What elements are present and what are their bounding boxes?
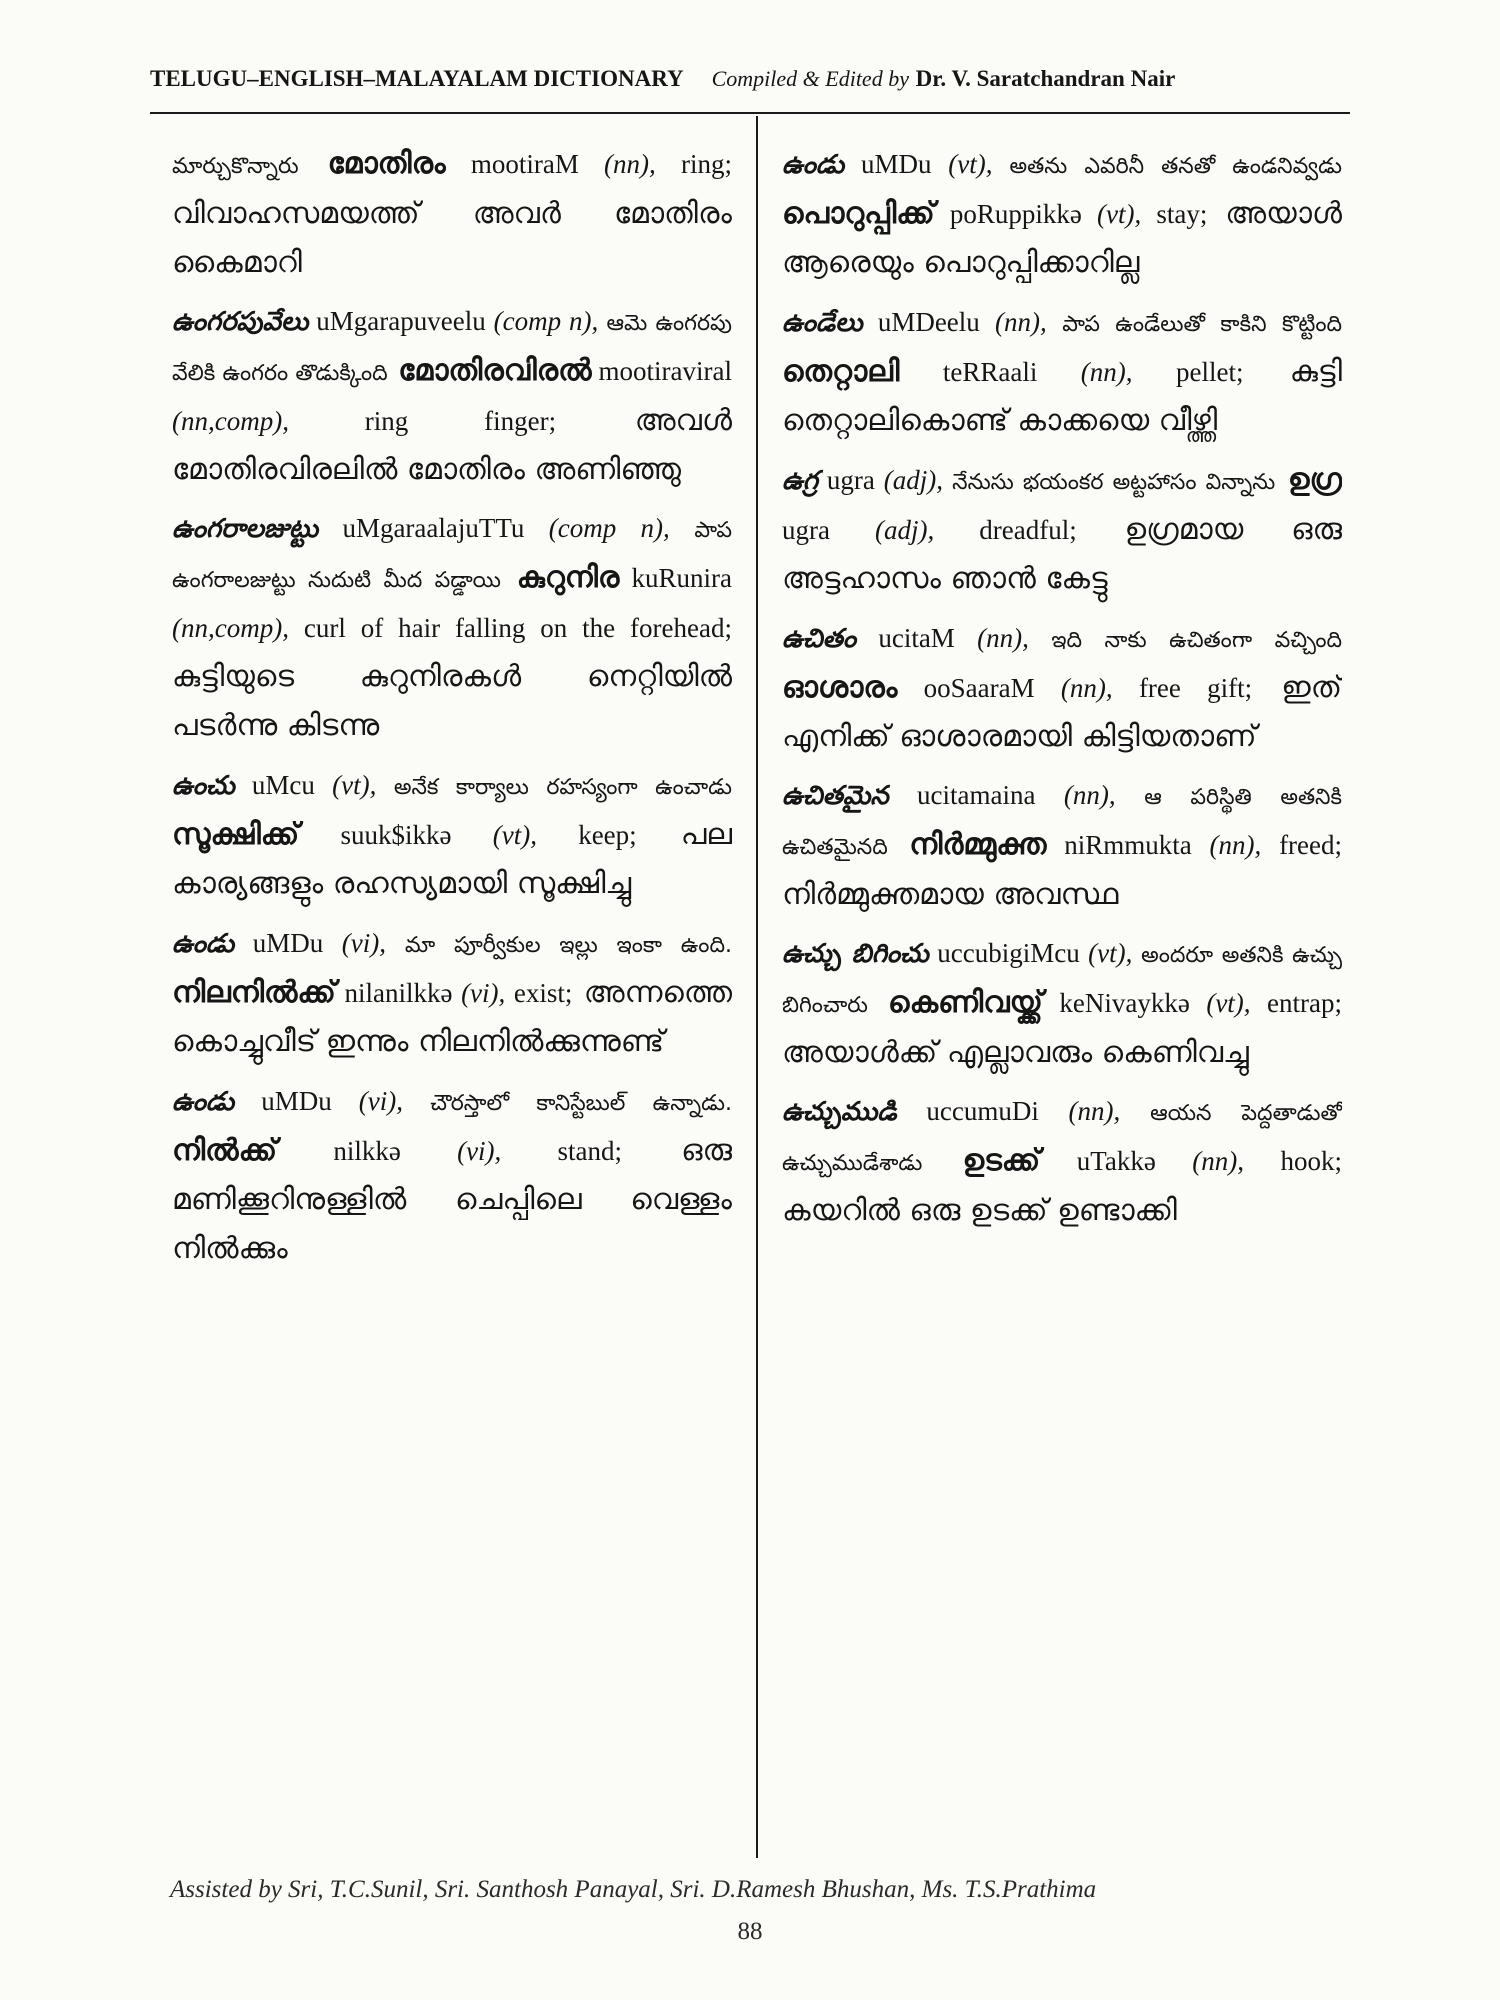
- page-number: 88: [737, 1918, 763, 1945]
- telugu-headword: ఉగ్ర: [782, 466, 818, 496]
- malayalam-headword: മോതിരവിരൽ: [387, 353, 592, 388]
- romanization: niRmmukta: [1046, 830, 1192, 860]
- romanization: teRRaali: [899, 357, 1038, 387]
- malayalam-example: അയാൾക്ക് എല്ലാവരും കെണിവച്ചു: [782, 1035, 1249, 1070]
- dictionary-entry: [172, 505, 732, 751]
- malayalam-headword: ഉടക്ക്: [922, 1143, 1041, 1178]
- romanization: uMgaraalajuTTu: [318, 513, 525, 543]
- part-of-speech: (nn,comp),: [172, 406, 289, 436]
- english-meaning: dreadful;: [934, 515, 1077, 545]
- malayalam-headword: ഉഗ്ര: [1275, 462, 1342, 497]
- malayalam-example: വിവാഹസമയത്ത് അവർ മോതിരം കൈമാറി: [172, 196, 732, 280]
- dictionary-entry: [172, 298, 732, 495]
- editor-name: Dr. V. Saratchandran Nair: [915, 66, 1176, 91]
- malayalam-example: പല കാര്യങ്ങളും രഹസ്യമായി സൂക്ഷിച്ചു: [172, 817, 732, 901]
- part-of-speech: (vi),: [452, 978, 506, 1008]
- header-rule: [150, 112, 1350, 114]
- malayalam-example: കുട്ടി തെറ്റാലികൊണ്ട് കാക്കയെ വീഴ്ത്തി: [782, 354, 1342, 438]
- english-meaning: free gift;: [1112, 673, 1253, 703]
- telugu-example: మా పూర్వీకుల ఇల్లు ఇంకా ఉంది.: [386, 933, 732, 958]
- part-of-speech: (vt),: [931, 149, 993, 179]
- telugu-headword: ఉంచు: [172, 771, 235, 801]
- english-meaning: entrap;: [1250, 988, 1342, 1018]
- romanization: uccumuDi: [896, 1096, 1039, 1126]
- romanization: uccubigiMcu: [928, 938, 1080, 968]
- telugu-headword: ఉండు: [172, 929, 235, 959]
- romanization: ooSaaraM: [897, 673, 1035, 703]
- telugu-example: అనేక కార్యాలు రహస్యంగా ఉంచాడు: [376, 775, 732, 800]
- part-of-speech: (vt),: [1189, 988, 1251, 1018]
- footer-credits: Assisted by Sri, T.C.Sunil, Sri. Santhosh Panayal, Sri. D.Ramesh Bhushan, Ms. T.S.Prathima: [170, 1876, 1097, 1903]
- part-of-speech: (vt),: [1079, 938, 1133, 968]
- part-of-speech: (adj),: [829, 515, 935, 545]
- part-of-speech: (vt),: [314, 770, 377, 800]
- part-of-speech: (vt),: [451, 820, 537, 850]
- english-meaning: exist;: [505, 978, 573, 1008]
- part-of-speech: (vt),: [1081, 199, 1142, 229]
- dictionary-entry: [782, 930, 1342, 1078]
- telugu-example: ఆయన పెద్దతాడుతో ఉచ్చుముడేశాడు: [782, 1101, 1342, 1176]
- malayalam-example: അയാൾ ആരെയും പൊറുപ്പിക്കാറില്ല: [782, 196, 1342, 280]
- romanization: poRuppikkə: [934, 199, 1082, 229]
- romanization: uMDu: [844, 149, 932, 179]
- dictionary-entry: [782, 140, 1342, 288]
- english-meaning: stay;: [1141, 199, 1208, 229]
- dictionary-title: TELUGU–ENGLISH–MALAYALAM DICTIONARY: [150, 66, 684, 91]
- english-meaning: curl of hair falling on the forehead;: [288, 613, 732, 643]
- romanization: nilanilkkə: [335, 978, 453, 1008]
- malayalam-example: കുട്ടിയുടെ കുറുനിരകൾ നെറ്റിയിൽ പടർന്നു കിടന്നു: [172, 659, 732, 743]
- left-column: [172, 140, 732, 1850]
- malayalam-example: ഉഗ്രമായ ഒരു അട്ടഹാസം ഞാൻ കേട്ടു: [782, 512, 1342, 596]
- malayalam-headword: കുറുനിര: [500, 560, 620, 595]
- malayalam-headword: നിലനിൽക്ക്: [172, 975, 336, 1010]
- right-column: [782, 140, 1342, 1850]
- telugu-example: అతను ఎవరినీ తనతో ఉండనివ్వడు: [992, 154, 1342, 179]
- malayalam-headword: മോതിരം: [298, 146, 446, 181]
- romanization: uMgarapuveelu: [308, 306, 486, 336]
- column-divider: [756, 116, 758, 1858]
- romanization: nilkkə: [277, 1136, 401, 1166]
- dictionary-entry: [172, 140, 732, 288]
- telugu-headword: ఉచితం: [782, 624, 857, 654]
- romanization: uTakkə: [1040, 1146, 1156, 1176]
- dictionary-entry: [172, 1077, 732, 1274]
- romanization: uMDu: [234, 1086, 332, 1116]
- part-of-speech: (nn),: [578, 149, 656, 179]
- romanization: uMDeelu: [862, 307, 980, 337]
- malayalam-headword: ഓശാരം: [782, 670, 898, 705]
- part-of-speech: (vi),: [400, 1136, 502, 1166]
- telugu-example: ఆ పరిస్థితి అతనికి ఉచితమైనది: [782, 785, 1342, 860]
- dictionary-entry: [782, 614, 1342, 762]
- english-meaning: keep;: [536, 820, 637, 850]
- malayalam-example: നിർമ്മുക്തമായ അവസ്ഥ: [782, 877, 1119, 912]
- telugu-headword: ఉచ్చు బిగించు: [782, 939, 929, 969]
- malayalam-example: അവൾ മോതിരവിരലിൽ മോതിരം അണിഞ്ഞു: [172, 403, 732, 487]
- english-meaning: ring finger;: [288, 406, 557, 436]
- malayalam-headword: നിർമ്മുക്ത: [887, 827, 1047, 862]
- malayalam-headword: നിൽക്ക്: [172, 1133, 278, 1168]
- malayalam-example: അന്നത്തെ കൊച്ചുവീട് ഇന്നും നിലനിൽക്കുന്നുണ്ട്: [172, 975, 732, 1059]
- telugu-example: పాప ఉండేలుతో కాకిని కొట్టింది: [1046, 312, 1342, 337]
- romanization: uMcu: [234, 770, 315, 800]
- part-of-speech: (comp n),: [524, 513, 670, 543]
- malayalam-headword: തെറ്റാലി: [782, 354, 900, 389]
- part-of-speech: (nn),: [1037, 357, 1133, 387]
- telugu-example: అందరూ అతనికి ఉచ్చు బిగించారు: [782, 943, 1342, 1018]
- english-meaning: freed;: [1261, 830, 1342, 860]
- telugu-example: నేనుసు భయంకర అట్టహాసం విన్నాను: [943, 470, 1276, 495]
- telugu-headword: ఉండు: [172, 1087, 235, 1117]
- telugu-headword: ఉంగరాలజుట్టు: [172, 514, 319, 544]
- part-of-speech: (comp n),: [485, 306, 599, 336]
- telugu-headword: ఉండు: [782, 150, 845, 180]
- romanization: uMDu: [234, 928, 324, 958]
- english-meaning: pellet;: [1132, 357, 1244, 387]
- malayalam-headword: പൊറുപ്പിക്ക്: [782, 196, 935, 231]
- dictionary-entry: [172, 919, 732, 1067]
- part-of-speech: (nn),: [954, 623, 1029, 653]
- telugu-example: ఆమె ఉంగరపు వేలికి ఉంగరం తొడుక్కింది: [172, 311, 732, 386]
- telugu-headword: ఉచ్చుముడి: [782, 1097, 897, 1127]
- telugu-headword: ఉండేలు: [782, 308, 863, 338]
- telugu-example: మార్చుకొన్నారు: [172, 154, 299, 179]
- part-of-speech: (adj),: [874, 465, 943, 495]
- romanization: ucitaM: [856, 623, 955, 653]
- romanization: ugra: [782, 515, 830, 545]
- telugu-example: చౌరస్తాలో కానిస్టేబుల్ ఉన్నాడు.: [402, 1091, 732, 1116]
- english-meaning: stand;: [501, 1136, 623, 1166]
- malayalam-example: ഇത് എനിക്ക് ഓശാരമായി കിട്ടിയതാണ്: [782, 670, 1342, 754]
- romanization: suuk$ikkə: [299, 820, 452, 850]
- romanization: kuRunira: [619, 563, 732, 593]
- romanization: ugra: [817, 465, 875, 495]
- part-of-speech: (vi),: [331, 1086, 403, 1116]
- dictionary-entry: [782, 298, 1342, 446]
- malayalam-headword: കെണിവയ്ക്ക്: [867, 985, 1043, 1020]
- part-of-speech: (nn),: [1038, 1096, 1121, 1126]
- part-of-speech: (nn),: [1155, 1146, 1245, 1176]
- part-of-speech: (nn),: [979, 307, 1047, 337]
- part-of-speech: (nn,comp),: [172, 613, 289, 643]
- part-of-speech: (nn),: [1191, 830, 1262, 860]
- part-of-speech: (nn),: [1034, 673, 1113, 703]
- dictionary-entry: [782, 456, 1342, 604]
- english-meaning: ring;: [655, 149, 732, 179]
- romanization: keNivaykkə: [1042, 988, 1190, 1018]
- telugu-example: ఇది నాకు ఉచితంగా వచ్చింది: [1028, 628, 1342, 653]
- romanization: mootiraM: [445, 149, 579, 179]
- running-header: [150, 66, 1350, 106]
- part-of-speech: (vi),: [323, 928, 387, 958]
- malayalam-example: ഒരു മണിക്കൂറിനുള്ളിൽ ചെപ്പിലെ വെള്ളം നിൽക്കും: [172, 1133, 732, 1266]
- dictionary-entry: [782, 1088, 1342, 1236]
- telugu-headword: ఉంగరపువేలు: [172, 307, 309, 337]
- part-of-speech: (nn),: [1035, 780, 1116, 810]
- dictionary-entry: [782, 772, 1342, 920]
- english-meaning: hook;: [1244, 1146, 1342, 1176]
- malayalam-headword: സൂക്ഷിക്ക്: [172, 817, 300, 852]
- malayalam-example: കയറിൽ ഒരു ഉടക്ക് ഉണ്ടാക്കി: [782, 1193, 1177, 1228]
- telugu-headword: ఉచితమైన: [782, 781, 889, 811]
- romanization: ucitamaina: [888, 780, 1036, 810]
- romanization: mootiraviral: [591, 356, 732, 386]
- compiled-by-label: Compiled & Edited by: [711, 66, 909, 91]
- dictionary-entry: [172, 761, 732, 909]
- telugu-example: పాప ఉంగరాలజుట్టు నుదుటి మీద పడ్డాయి: [172, 518, 732, 593]
